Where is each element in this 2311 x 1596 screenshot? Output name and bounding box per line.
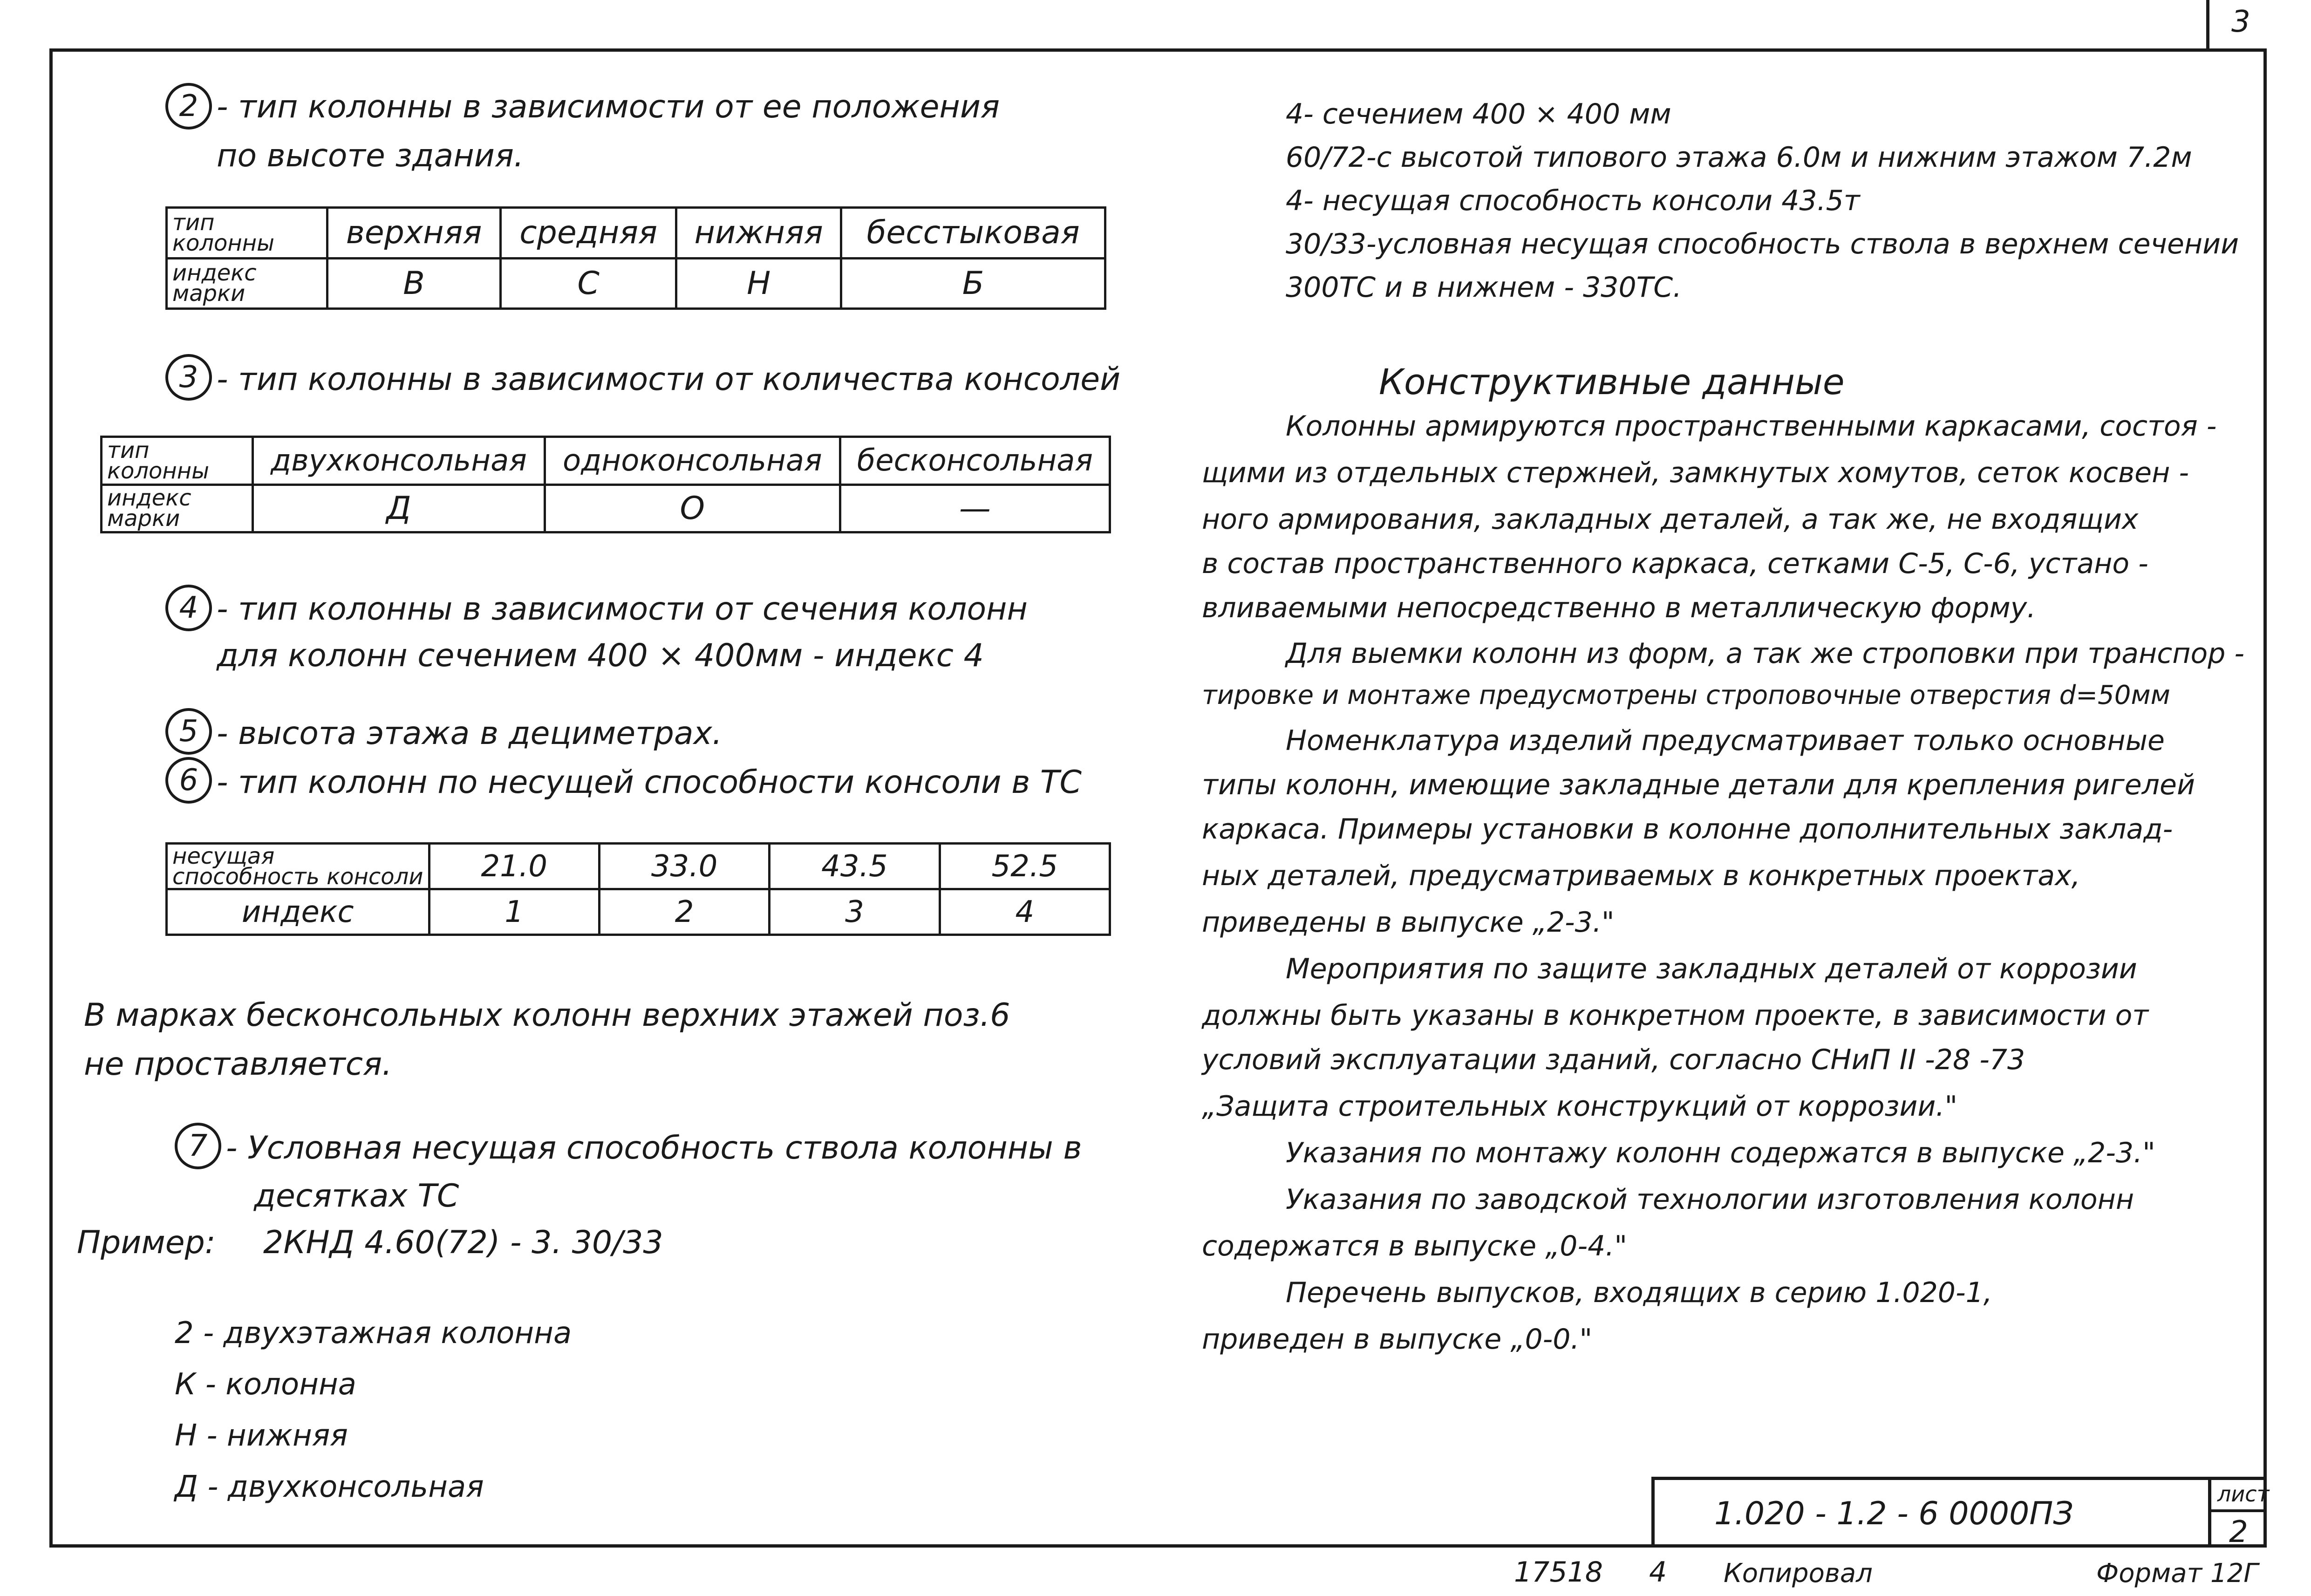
body-line: Номенклатура изделий предусматривает только основные xyxy=(1286,724,2165,757)
body-line: каркаса. Примеры установки в колонне дополнительных заклад- xyxy=(1202,813,2173,846)
body-line: Для выемки колонн из форм, а так же строповки при транспор - xyxy=(1286,637,2245,670)
document-code: 1.020 - 1.2 - 6 0000ПЗ xyxy=(1714,1495,2074,1532)
head-line: колонны xyxy=(172,230,275,256)
head-line: индекс xyxy=(107,485,191,512)
s6-line1: - тип колонн по несущей способности консоли в ТС xyxy=(217,764,1082,801)
s4-line1: - тип колонны в зависимости от сечения колонн xyxy=(217,591,1028,627)
legend-item: К - колонна xyxy=(175,1367,356,1402)
body-line: содержатся в выпуске „0-4." xyxy=(1202,1230,1627,1262)
table-cell: 21.0 xyxy=(429,844,599,889)
head-line: индекс xyxy=(172,260,257,286)
s7-line1: - Условная несущая способность ствола колонны в xyxy=(226,1130,1082,1166)
table-cell: бесконсольная xyxy=(840,437,1110,485)
decode-line: 300ТС и в нижнем - 330ТС. xyxy=(1286,271,1682,304)
item-marker-3: 3 xyxy=(165,354,212,401)
table-cell: Д xyxy=(253,484,545,532)
body-line: приведены в выпуске „2-3." xyxy=(1202,906,1615,939)
decode-line: 4- сечением 400 × 400 мм xyxy=(1286,98,1671,130)
body-line: Указания по монтажу колонн содержатся в выпуске „2-3." xyxy=(1286,1137,2155,1169)
note-line1: В марках бесконсольных колонн верхних этажей поз.6 xyxy=(84,997,1010,1034)
body-line: Перечень выпусков, входящих в серию 1.020-1, xyxy=(1286,1276,1992,1309)
table-cell: С xyxy=(501,258,676,309)
inventory-count: 4 xyxy=(1649,1556,1667,1589)
s2-line2: по высоте здания. xyxy=(217,137,524,174)
table-cell: 2 xyxy=(599,889,769,935)
s5-line1: - высота этажа в дециметрах. xyxy=(217,715,723,752)
body-line: „Защита строительных конструкций от коррозии." xyxy=(1202,1090,1958,1123)
corner-page-number: 3 xyxy=(2231,5,2250,39)
table-cell: нижняя xyxy=(676,208,841,259)
head-line: тип xyxy=(107,437,150,464)
item-marker-6: 6 xyxy=(165,757,212,804)
table-consoles xyxy=(100,436,1111,533)
item-marker-5: 5 xyxy=(165,708,212,755)
body-line: щими из отдельных стержней, замкнутых хомутов, сеток косвен - xyxy=(1202,457,2189,489)
table-head-type xyxy=(167,208,327,259)
note-line2: не проставляется. xyxy=(84,1046,392,1083)
sheet-label: лист xyxy=(2217,1481,2270,1507)
item-marker-7: 7 xyxy=(175,1123,221,1169)
table-cell: 3 xyxy=(770,889,940,935)
body-line: приведен в выпуске „0-0." xyxy=(1202,1323,1593,1356)
head-line: несущая xyxy=(172,843,275,869)
s4-line2: для колонн сечением 400 × 400мм - индекс 4 xyxy=(217,637,984,674)
table-cell: Б xyxy=(841,258,1105,309)
body-line: Указания по заводской технологии изготовления колонн xyxy=(1286,1183,2134,1216)
legend-item: Н - нижняя xyxy=(175,1419,348,1453)
head-line: тип xyxy=(172,209,215,236)
title-block-divider xyxy=(2208,1477,2211,1548)
table-cell: О xyxy=(545,484,840,532)
body-line: типы колонн, имеющие закладные детали для крепления ригелей xyxy=(1202,769,2195,801)
body-line: ного армирования, закладных деталей, а так же, не входящих xyxy=(1202,503,2139,536)
body-line: Колонны армируются пространственными каркасами, состоя - xyxy=(1286,410,2217,443)
section-heading: Конструктивные данные xyxy=(1379,361,1845,402)
body-line: должны быть указаны в конкретном проекте, в зависимости от xyxy=(1202,999,2149,1032)
head-line: колонны xyxy=(107,457,210,484)
table-cell: средняя xyxy=(501,208,676,259)
table-head-index: индекс xyxy=(167,889,429,935)
body-line: ных деталей, предусматриваемых в конкретных проектах, xyxy=(1202,859,2080,892)
table-cell: 1 xyxy=(429,889,599,935)
table-load-capacity xyxy=(165,842,1111,936)
body-line: условий эксплуатации зданий, согласно СНиП II -28 -73 xyxy=(1202,1044,2025,1076)
decode-line: 60/72-с высотой типового этажа 6.0м и нижним этажом 7.2м xyxy=(1286,141,2192,174)
item-marker-2: 2 xyxy=(165,83,212,130)
s3-line1: - тип колонны в зависимости от количества консолей xyxy=(217,361,1121,398)
sheet-number: 2 xyxy=(2229,1515,2248,1549)
table-cell: одноконсольная xyxy=(545,437,840,485)
example-value: 2КНД 4.60(72) - 3. 30/33 xyxy=(263,1224,663,1261)
copied-by: Копировал xyxy=(1724,1558,1873,1589)
table-cell: Н xyxy=(676,258,841,309)
inventory-number: 17518 xyxy=(1514,1556,1603,1589)
body-line: тировке и монтаже предусмотрены строповочные отверстия d=50мм xyxy=(1202,680,2170,710)
paper-format: Формат 12Г xyxy=(2096,1558,2258,1589)
table-head-index xyxy=(102,484,253,532)
table-head-index xyxy=(167,258,327,309)
legend-item: 2 - двухэтажная колонна xyxy=(175,1316,572,1350)
table-cell: 52.5 xyxy=(940,844,1110,889)
decode-line: 30/33-условная несущая способность ствола в верхнем сечении xyxy=(1286,228,2239,260)
head-line: марки xyxy=(172,280,245,307)
head-line: марки xyxy=(107,505,180,532)
table-cell: двухконсольная xyxy=(253,437,545,485)
title-block-sheet-divider xyxy=(2208,1509,2267,1512)
head-line: способность консоли xyxy=(172,863,423,890)
body-line: вливаемыми непосредственно в металлическую форму. xyxy=(1202,592,2036,624)
table-cell: 4 xyxy=(940,889,1110,935)
table-column-position xyxy=(165,206,1106,310)
body-line: Мероприятия по защите закладных деталей от коррозии xyxy=(1286,953,2137,985)
s7-line2: десятках ТС xyxy=(254,1178,459,1214)
table-cell: 33.0 xyxy=(599,844,769,889)
table-cell: бесстыковая xyxy=(841,208,1105,259)
legend-item: Д - двухконсольная xyxy=(175,1470,484,1504)
table-cell: 43.5 xyxy=(770,844,940,889)
item-marker-4: 4 xyxy=(165,585,212,631)
example-label: Пример: xyxy=(77,1224,216,1261)
table-head-capacity xyxy=(167,844,429,889)
table-cell: верхняя xyxy=(327,208,501,259)
decode-line: 4- несущая способность консоли 43.5т xyxy=(1286,184,1860,217)
body-line: в состав пространственного каркаса, сетками С-5, С-6, устано - xyxy=(1202,547,2148,580)
table-head-type xyxy=(102,437,253,485)
s2-line1: - тип колонны в зависимости от ее положения xyxy=(217,89,1000,125)
table-cell: — xyxy=(840,484,1110,532)
table-cell: В xyxy=(327,258,501,309)
